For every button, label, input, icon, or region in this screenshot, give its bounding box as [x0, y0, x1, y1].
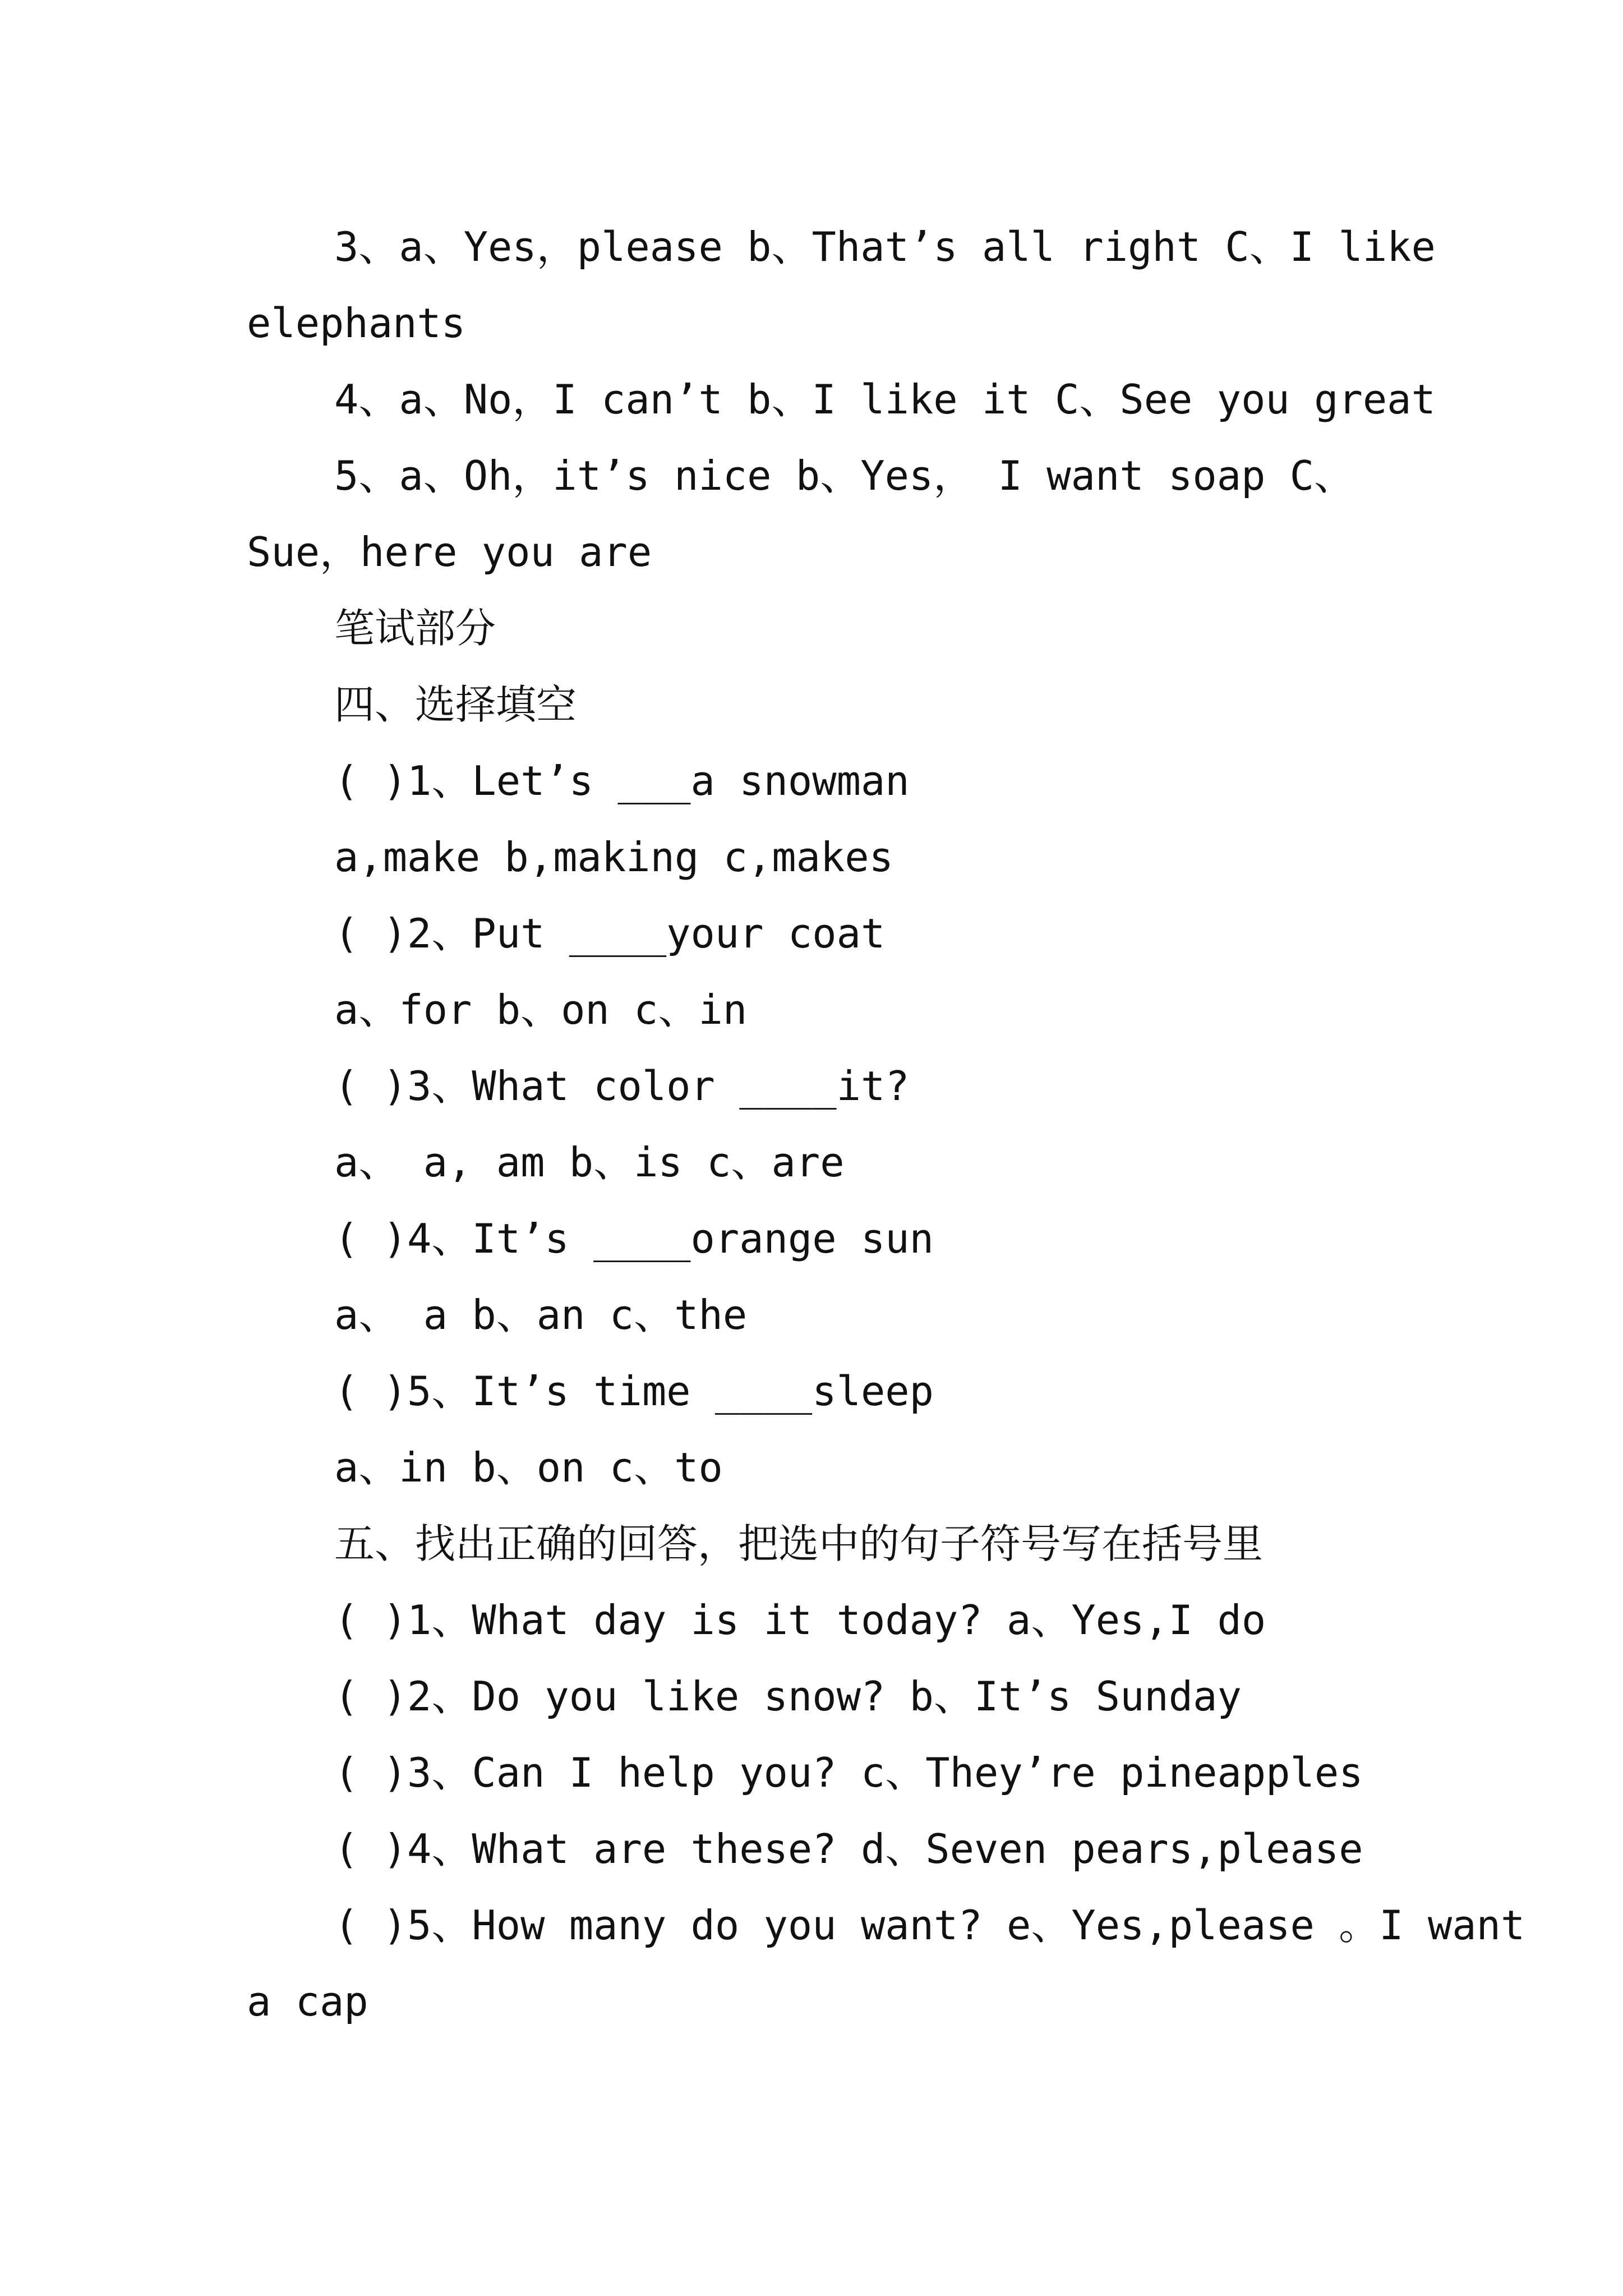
section-4-heading: 四、选择填空 — [334, 681, 577, 728]
match-question-5-cont: a cap — [247, 1978, 368, 2025]
choice-options-1: a,make b,making c,makes — [334, 834, 893, 881]
section-written-heading: 笔试部分 — [334, 605, 496, 652]
match-question-5: ( )5、How many do you want? e、Yes,please 。I want — [334, 1902, 1525, 1949]
choice-question-1: ( )1、Let’s ___a snowman — [334, 757, 910, 804]
choice-options-4: a、 a b、an c、the — [334, 1291, 748, 1338]
listening-option-3-cont: elephants — [247, 300, 466, 347]
choice-question-2: ( )2、Put ____your coat — [334, 910, 886, 957]
match-question-1: ( )1、What day is it today? a、Yes,I do — [334, 1596, 1266, 1644]
section-5-heading: 五、找出正确的回答，把选中的句子符号写在括号里 — [334, 1520, 1264, 1567]
match-question-3: ( )3、Can I help you? c、They’re pineapples — [334, 1749, 1363, 1796]
choice-options-2: a、for b、on c、in — [334, 986, 748, 1033]
choice-question-4: ( )4、It’s ____orange sun — [334, 1215, 934, 1262]
choice-question-3: ( )3、What color ____it? — [334, 1062, 910, 1110]
listening-option-5-cont: Sue，here you are — [247, 528, 652, 576]
listening-option-5: 5、a、Oh，it’s nice b、Yes， I want soap C、 — [334, 452, 1355, 499]
choice-question-5: ( )5、It’s time ____sleep — [334, 1368, 934, 1415]
match-question-2: ( )2、Do you like snow? b、It’s Sunday — [334, 1673, 1242, 1720]
listening-option-4: 4、a、No，I can’t b、I like it C、See you great — [334, 376, 1436, 423]
choice-options-5: a、in b、on c、to — [334, 1444, 723, 1491]
listening-option-3: 3、a、Yes，please b、That’s all right C、I like — [334, 223, 1436, 270]
choice-options-3: a、 a, am b、is c、are — [334, 1139, 845, 1186]
match-question-4: ( )4、What are these? d、Seven pears,please — [334, 1825, 1363, 1872]
